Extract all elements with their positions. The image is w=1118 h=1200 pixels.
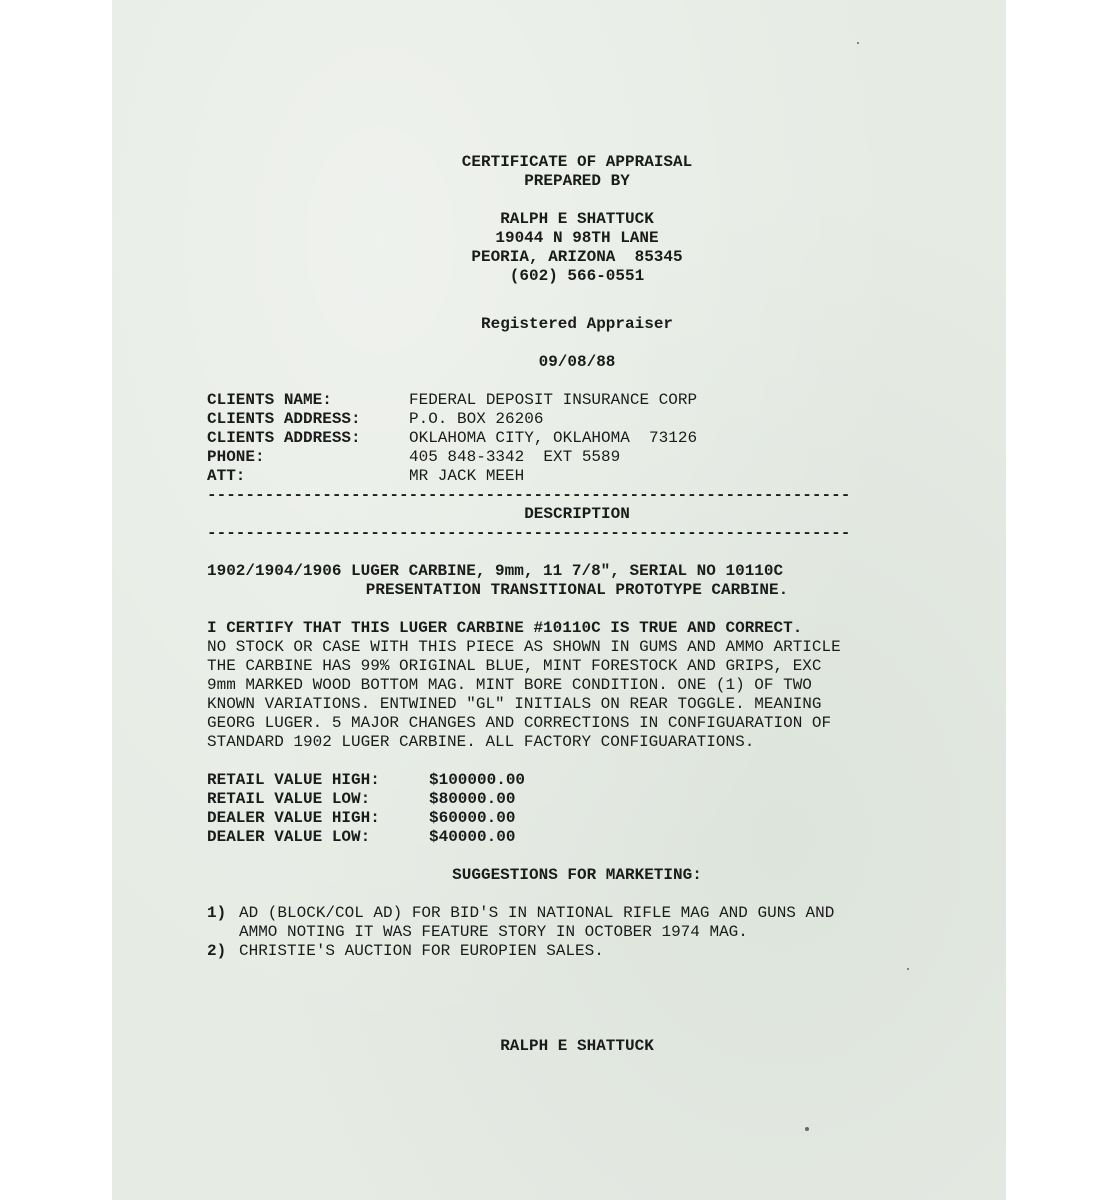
paper-speck xyxy=(805,1127,809,1131)
description-heading: DESCRIPTION xyxy=(524,505,630,523)
valuation-amount: $100000.00 xyxy=(429,771,526,789)
marketing-item-number: 2) xyxy=(207,942,227,960)
appraiser-name: RALPH E SHATTUCK xyxy=(500,210,654,228)
marketing-item-text: CHRISTIE'S AUCTION FOR EUROPIEN SALES. xyxy=(239,942,604,960)
description-line: THE CARBINE HAS 99% ORIGINAL BLUE, MINT FORESTOCK AND GRIPS, EXC xyxy=(207,657,822,675)
client-row xyxy=(207,391,947,410)
marketing-list xyxy=(207,904,947,961)
certification-statement: I CERTIFY THAT THIS LUGER CARBINE #10110C IS TRUE AND CORRECT. xyxy=(207,619,803,637)
signature-name: RALPH E SHATTUCK xyxy=(500,1037,654,1055)
client-row-value: FEDERAL DEPOSIT INSURANCE CORP xyxy=(409,391,698,409)
valuation-amount: $60000.00 xyxy=(429,809,516,827)
appraiser-address-line2: PEORIA, ARIZONA 85345 xyxy=(471,248,683,266)
description-line: KNOWN VARIATIONS. ENTWINED "GL" INITIALS ON REAR TOGGLE. MEANING xyxy=(207,695,822,713)
valuation-table xyxy=(207,771,947,847)
valuation-amount: $40000.00 xyxy=(429,828,516,846)
description-line: GEORG LUGER. 5 MAJOR CHANGES AND CORRECTIONS IN CONFIGUARATION OF xyxy=(207,714,832,732)
description-line: STANDARD 1902 LUGER CARBINE. ALL FACTORY CONFIGUARATIONS. xyxy=(207,733,755,751)
item-title-line2: PRESENTATION TRANSITIONAL PROTOTYPE CARBINE. xyxy=(365,581,789,599)
valuation-label: DEALER VALUE HIGH: xyxy=(207,809,380,827)
client-row-value: MR JACK MEEH xyxy=(409,467,525,485)
client-row xyxy=(207,467,947,486)
client-row-label: CLIENTS ADDRESS: xyxy=(207,429,361,447)
appraiser-designation: Registered Appraiser xyxy=(480,315,674,333)
item-title-line1: 1902/1904/1906 LUGER CARBINE, 9mm, 11 7/8", SERIAL NO 10110C xyxy=(207,562,784,580)
client-row-label: CLIENTS ADDRESS: xyxy=(207,410,361,428)
client-row-label: CLIENTS NAME: xyxy=(207,391,332,409)
client-info xyxy=(207,391,947,486)
appraiser-phone: (602) 566-0551 xyxy=(509,267,645,285)
dashed-rule: ------------------------------------------------------------------- xyxy=(207,486,851,504)
marketing-heading: SUGGESTIONS FOR MARKETING: xyxy=(452,866,702,884)
appraisal-date: 09/08/88 xyxy=(538,353,616,371)
paper-speck xyxy=(857,42,859,44)
valuation-row xyxy=(207,790,947,809)
valuation-row xyxy=(207,828,947,847)
client-row-value: OKLAHOMA CITY, OKLAHOMA 73126 xyxy=(409,429,698,447)
valuation-label: DEALER VALUE LOW: xyxy=(207,828,371,846)
marketing-item-number: 1) xyxy=(207,904,227,922)
certificate-document xyxy=(207,153,947,1056)
appraisal-page xyxy=(112,0,1006,1200)
dashed-rule: ------------------------------------------------------------------- xyxy=(207,524,851,542)
client-row-label: PHONE: xyxy=(207,448,265,466)
client-row-label: ATT: xyxy=(207,467,246,485)
certificate-title: CERTIFICATE OF APPRAISAL xyxy=(461,153,693,171)
client-row-value: 405 848-3342 EXT 5589 xyxy=(409,448,621,466)
description-line: 9mm MARKED WOOD BOTTOM MAG. MINT BORE CONDITION. ONE (1) OF TWO xyxy=(207,676,812,694)
valuation-label: RETAIL VALUE HIGH: xyxy=(207,771,380,789)
client-row xyxy=(207,429,947,448)
certificate-header xyxy=(207,153,947,372)
valuation-row xyxy=(207,809,947,828)
description-body xyxy=(207,638,947,752)
marketing-item-text: AD (BLOCK/COL AD) FOR BID'S IN NATIONAL RIFLE MAG AND GUNS AND AMMO NOTING IT WAS FEATURE STORY IN OCTOBER 1974 MAG. xyxy=(239,904,835,941)
prepared-by-label: PREPARED BY xyxy=(524,172,630,190)
valuation-row xyxy=(207,771,947,790)
client-row xyxy=(207,410,947,429)
marketing-item xyxy=(207,904,947,942)
marketing-item xyxy=(207,942,947,961)
valuation-amount: $80000.00 xyxy=(429,790,516,808)
description-line: NO STOCK OR CASE WITH THIS PIECE AS SHOWN IN GUMS AND AMMO ARTICLE xyxy=(207,638,841,656)
client-row xyxy=(207,448,947,467)
appraiser-address-line1: 19044 N 98TH LANE xyxy=(495,229,659,247)
valuation-label: RETAIL VALUE LOW: xyxy=(207,790,371,808)
client-row-value: P.O. BOX 26206 xyxy=(409,410,544,428)
